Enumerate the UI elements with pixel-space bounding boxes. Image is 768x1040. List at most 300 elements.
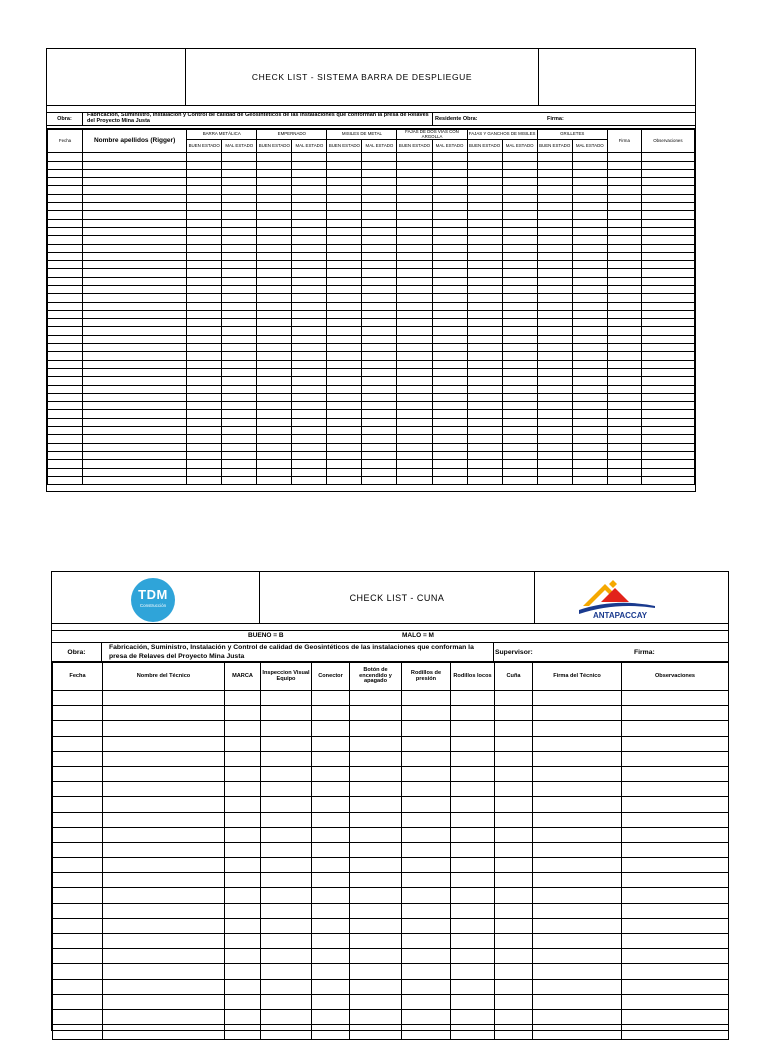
empty-cell[interactable]: [402, 949, 451, 964]
empty-cell[interactable]: [257, 443, 292, 451]
empty-cell[interactable]: [607, 335, 641, 343]
empty-cell[interactable]: [257, 451, 292, 459]
empty-cell[interactable]: [103, 706, 225, 721]
empty-cell[interactable]: [397, 269, 432, 277]
empty-cell[interactable]: [572, 227, 607, 235]
empty-cell[interactable]: [48, 402, 83, 410]
empty-cell[interactable]: [225, 979, 261, 994]
empty-cell[interactable]: [432, 335, 467, 343]
empty-cell[interactable]: [103, 691, 225, 706]
empty-cell[interactable]: [261, 964, 312, 979]
empty-cell[interactable]: [362, 294, 397, 302]
empty-cell[interactable]: [397, 435, 432, 443]
empty-cell[interactable]: [187, 194, 222, 202]
empty-cell[interactable]: [432, 294, 467, 302]
empty-cell[interactable]: [467, 178, 502, 186]
empty-cell[interactable]: [495, 903, 533, 918]
empty-cell[interactable]: [292, 402, 327, 410]
empty-cell[interactable]: [327, 194, 362, 202]
empty-cell[interactable]: [312, 934, 350, 949]
empty-cell[interactable]: [222, 227, 257, 235]
empty-cell[interactable]: [397, 277, 432, 285]
empty-cell[interactable]: [641, 310, 694, 318]
empty-cell[interactable]: [502, 236, 537, 244]
empty-cell[interactable]: [53, 782, 103, 797]
empty-cell[interactable]: [641, 393, 694, 401]
empty-cell[interactable]: [350, 812, 402, 827]
empty-cell[interactable]: [261, 858, 312, 873]
empty-cell[interactable]: [222, 194, 257, 202]
empty-cell[interactable]: [502, 161, 537, 169]
empty-cell[interactable]: [350, 888, 402, 903]
empty-cell[interactable]: [292, 410, 327, 418]
empty-cell[interactable]: [572, 335, 607, 343]
empty-cell[interactable]: [397, 418, 432, 426]
empty-cell[interactable]: [83, 236, 187, 244]
empty-cell[interactable]: [48, 294, 83, 302]
empty-cell[interactable]: [533, 812, 622, 827]
empty-cell[interactable]: [222, 169, 257, 177]
empty-cell[interactable]: [48, 161, 83, 169]
empty-cell[interactable]: [502, 418, 537, 426]
empty-cell[interactable]: [502, 427, 537, 435]
empty-cell[interactable]: [312, 1025, 350, 1040]
empty-cell[interactable]: [402, 1009, 451, 1024]
empty-cell[interactable]: [292, 261, 327, 269]
empty-cell[interactable]: [362, 327, 397, 335]
empty-cell[interactable]: [467, 368, 502, 376]
empty-cell[interactable]: [362, 368, 397, 376]
empty-cell[interactable]: [495, 949, 533, 964]
empty-cell[interactable]: [327, 310, 362, 318]
empty-cell[interactable]: [397, 186, 432, 194]
empty-cell[interactable]: [327, 319, 362, 327]
empty-cell[interactable]: [292, 418, 327, 426]
empty-cell[interactable]: [641, 435, 694, 443]
empty-cell[interactable]: [48, 211, 83, 219]
empty-cell[interactable]: [350, 827, 402, 842]
empty-cell[interactable]: [187, 203, 222, 211]
empty-cell[interactable]: [622, 934, 729, 949]
empty-cell[interactable]: [397, 161, 432, 169]
empty-cell[interactable]: [327, 227, 362, 235]
empty-cell[interactable]: [222, 252, 257, 260]
empty-cell[interactable]: [397, 385, 432, 393]
empty-cell[interactable]: [187, 219, 222, 227]
empty-cell[interactable]: [222, 427, 257, 435]
empty-cell[interactable]: [222, 319, 257, 327]
empty-cell[interactable]: [48, 443, 83, 451]
empty-cell[interactable]: [48, 344, 83, 352]
empty-cell[interactable]: [327, 236, 362, 244]
empty-cell[interactable]: [502, 277, 537, 285]
empty-cell[interactable]: [402, 736, 451, 751]
empty-cell[interactable]: [257, 219, 292, 227]
empty-cell[interactable]: [53, 691, 103, 706]
empty-cell[interactable]: [537, 194, 572, 202]
empty-cell[interactable]: [432, 360, 467, 368]
empty-cell[interactable]: [607, 169, 641, 177]
empty-cell[interactable]: [572, 410, 607, 418]
empty-cell[interactable]: [641, 302, 694, 310]
empty-cell[interactable]: [257, 252, 292, 260]
empty-cell[interactable]: [451, 706, 495, 721]
empty-cell[interactable]: [312, 766, 350, 781]
empty-cell[interactable]: [187, 476, 222, 484]
empty-cell[interactable]: [261, 812, 312, 827]
empty-cell[interactable]: [533, 721, 622, 736]
empty-cell[interactable]: [222, 219, 257, 227]
empty-cell[interactable]: [607, 468, 641, 476]
empty-cell[interactable]: [222, 344, 257, 352]
empty-cell[interactable]: [48, 277, 83, 285]
empty-cell[interactable]: [257, 385, 292, 393]
empty-cell[interactable]: [451, 1025, 495, 1040]
empty-cell[interactable]: [572, 327, 607, 335]
empty-cell[interactable]: [261, 1025, 312, 1040]
empty-cell[interactable]: [451, 964, 495, 979]
empty-cell[interactable]: [362, 236, 397, 244]
empty-cell[interactable]: [572, 418, 607, 426]
empty-cell[interactable]: [187, 335, 222, 343]
empty-cell[interactable]: [257, 277, 292, 285]
empty-cell[interactable]: [502, 227, 537, 235]
empty-cell[interactable]: [257, 286, 292, 294]
empty-cell[interactable]: [327, 211, 362, 219]
empty-cell[interactable]: [533, 994, 622, 1009]
empty-cell[interactable]: [467, 393, 502, 401]
empty-cell[interactable]: [467, 194, 502, 202]
empty-cell[interactable]: [397, 368, 432, 376]
empty-cell[interactable]: [187, 360, 222, 368]
empty-cell[interactable]: [83, 203, 187, 211]
empty-cell[interactable]: [222, 310, 257, 318]
empty-cell[interactable]: [48, 352, 83, 360]
empty-cell[interactable]: [257, 410, 292, 418]
empty-cell[interactable]: [607, 294, 641, 302]
empty-cell[interactable]: [327, 335, 362, 343]
empty-cell[interactable]: [187, 418, 222, 426]
empty-cell[interactable]: [467, 310, 502, 318]
empty-cell[interactable]: [572, 344, 607, 352]
empty-cell[interactable]: [48, 178, 83, 186]
empty-cell[interactable]: [607, 252, 641, 260]
empty-cell[interactable]: [607, 368, 641, 376]
empty-cell[interactable]: [53, 721, 103, 736]
empty-cell[interactable]: [572, 368, 607, 376]
empty-cell[interactable]: [537, 460, 572, 468]
empty-cell[interactable]: [187, 368, 222, 376]
empty-cell[interactable]: [222, 460, 257, 468]
empty-cell[interactable]: [327, 186, 362, 194]
empty-cell[interactable]: [495, 888, 533, 903]
empty-cell[interactable]: [432, 153, 467, 161]
empty-cell[interactable]: [537, 261, 572, 269]
empty-cell[interactable]: [187, 153, 222, 161]
empty-cell[interactable]: [187, 410, 222, 418]
empty-cell[interactable]: [641, 252, 694, 260]
empty-cell[interactable]: [187, 393, 222, 401]
empty-cell[interactable]: [83, 377, 187, 385]
empty-cell[interactable]: [641, 335, 694, 343]
empty-cell[interactable]: [533, 766, 622, 781]
empty-cell[interactable]: [572, 451, 607, 459]
empty-cell[interactable]: [327, 451, 362, 459]
empty-cell[interactable]: [83, 352, 187, 360]
empty-cell[interactable]: [312, 949, 350, 964]
empty-cell[interactable]: [502, 294, 537, 302]
empty-cell[interactable]: [83, 302, 187, 310]
empty-cell[interactable]: [187, 319, 222, 327]
empty-cell[interactable]: [83, 435, 187, 443]
empty-cell[interactable]: [350, 706, 402, 721]
empty-cell[interactable]: [327, 302, 362, 310]
empty-cell[interactable]: [537, 402, 572, 410]
empty-cell[interactable]: [533, 842, 622, 857]
empty-cell[interactable]: [362, 252, 397, 260]
empty-cell[interactable]: [622, 721, 729, 736]
empty-cell[interactable]: [467, 435, 502, 443]
empty-cell[interactable]: [572, 203, 607, 211]
empty-cell[interactable]: [48, 169, 83, 177]
empty-cell[interactable]: [432, 443, 467, 451]
empty-cell[interactable]: [225, 751, 261, 766]
empty-cell[interactable]: [362, 418, 397, 426]
empty-cell[interactable]: [572, 178, 607, 186]
empty-cell[interactable]: [362, 335, 397, 343]
empty-cell[interactable]: [432, 327, 467, 335]
empty-cell[interactable]: [533, 751, 622, 766]
empty-cell[interactable]: [350, 842, 402, 857]
empty-cell[interactable]: [502, 203, 537, 211]
empty-cell[interactable]: [607, 418, 641, 426]
empty-cell[interactable]: [362, 427, 397, 435]
empty-cell[interactable]: [622, 782, 729, 797]
empty-cell[interactable]: [222, 161, 257, 169]
empty-cell[interactable]: [257, 269, 292, 277]
empty-cell[interactable]: [502, 252, 537, 260]
empty-cell[interactable]: [432, 169, 467, 177]
empty-cell[interactable]: [451, 691, 495, 706]
empty-cell[interactable]: [432, 427, 467, 435]
empty-cell[interactable]: [502, 435, 537, 443]
empty-cell[interactable]: [402, 691, 451, 706]
empty-cell[interactable]: [292, 227, 327, 235]
empty-cell[interactable]: [312, 994, 350, 1009]
empty-cell[interactable]: [622, 888, 729, 903]
empty-cell[interactable]: [641, 277, 694, 285]
empty-cell[interactable]: [261, 918, 312, 933]
empty-cell[interactable]: [467, 294, 502, 302]
empty-cell[interactable]: [292, 377, 327, 385]
empty-cell[interactable]: [502, 402, 537, 410]
empty-cell[interactable]: [432, 468, 467, 476]
empty-cell[interactable]: [537, 269, 572, 277]
empty-cell[interactable]: [467, 244, 502, 252]
empty-cell[interactable]: [312, 858, 350, 873]
empty-cell[interactable]: [495, 1025, 533, 1040]
empty-cell[interactable]: [292, 435, 327, 443]
empty-cell[interactable]: [607, 261, 641, 269]
empty-cell[interactable]: [622, 903, 729, 918]
empty-cell[interactable]: [327, 344, 362, 352]
empty-cell[interactable]: [641, 402, 694, 410]
empty-cell[interactable]: [641, 344, 694, 352]
empty-cell[interactable]: [261, 797, 312, 812]
empty-cell[interactable]: [257, 153, 292, 161]
empty-cell[interactable]: [48, 418, 83, 426]
empty-cell[interactable]: [533, 827, 622, 842]
empty-cell[interactable]: [502, 385, 537, 393]
empty-cell[interactable]: [607, 393, 641, 401]
empty-cell[interactable]: [350, 949, 402, 964]
empty-cell[interactable]: [83, 476, 187, 484]
empty-cell[interactable]: [641, 244, 694, 252]
empty-cell[interactable]: [402, 873, 451, 888]
empty-cell[interactable]: [397, 227, 432, 235]
empty-cell[interactable]: [467, 186, 502, 194]
empty-cell[interactable]: [187, 244, 222, 252]
empty-cell[interactable]: [83, 310, 187, 318]
empty-cell[interactable]: [607, 302, 641, 310]
empty-cell[interactable]: [533, 888, 622, 903]
empty-cell[interactable]: [432, 203, 467, 211]
empty-cell[interactable]: [397, 211, 432, 219]
empty-cell[interactable]: [257, 418, 292, 426]
empty-cell[interactable]: [48, 460, 83, 468]
empty-cell[interactable]: [327, 402, 362, 410]
empty-cell[interactable]: [222, 327, 257, 335]
empty-cell[interactable]: [261, 1009, 312, 1024]
empty-cell[interactable]: [257, 427, 292, 435]
empty-cell[interactable]: [533, 858, 622, 873]
empty-cell[interactable]: [187, 294, 222, 302]
empty-cell[interactable]: [537, 319, 572, 327]
empty-cell[interactable]: [48, 286, 83, 294]
empty-cell[interactable]: [83, 344, 187, 352]
empty-cell[interactable]: [537, 169, 572, 177]
empty-cell[interactable]: [48, 335, 83, 343]
empty-cell[interactable]: [257, 435, 292, 443]
empty-cell[interactable]: [83, 360, 187, 368]
empty-cell[interactable]: [222, 236, 257, 244]
empty-cell[interactable]: [350, 903, 402, 918]
empty-cell[interactable]: [397, 360, 432, 368]
empty-cell[interactable]: [432, 219, 467, 227]
empty-cell[interactable]: [641, 385, 694, 393]
empty-cell[interactable]: [261, 903, 312, 918]
empty-cell[interactable]: [83, 468, 187, 476]
empty-cell[interactable]: [502, 310, 537, 318]
empty-cell[interactable]: [103, 994, 225, 1009]
empty-cell[interactable]: [495, 782, 533, 797]
empty-cell[interactable]: [327, 327, 362, 335]
empty-cell[interactable]: [187, 286, 222, 294]
empty-cell[interactable]: [402, 706, 451, 721]
empty-cell[interactable]: [362, 169, 397, 177]
empty-cell[interactable]: [622, 812, 729, 827]
empty-cell[interactable]: [432, 236, 467, 244]
empty-cell[interactable]: [222, 286, 257, 294]
empty-cell[interactable]: [607, 352, 641, 360]
empty-cell[interactable]: [641, 194, 694, 202]
empty-cell[interactable]: [292, 244, 327, 252]
empty-cell[interactable]: [495, 979, 533, 994]
empty-cell[interactable]: [502, 261, 537, 269]
empty-cell[interactable]: [187, 252, 222, 260]
empty-cell[interactable]: [607, 344, 641, 352]
empty-cell[interactable]: [350, 797, 402, 812]
empty-cell[interactable]: [607, 310, 641, 318]
empty-cell[interactable]: [225, 721, 261, 736]
empty-cell[interactable]: [622, 858, 729, 873]
empty-cell[interactable]: [222, 393, 257, 401]
empty-cell[interactable]: [533, 873, 622, 888]
empty-cell[interactable]: [467, 427, 502, 435]
empty-cell[interactable]: [432, 402, 467, 410]
empty-cell[interactable]: [467, 377, 502, 385]
empty-cell[interactable]: [103, 858, 225, 873]
empty-cell[interactable]: [187, 427, 222, 435]
empty-cell[interactable]: [467, 476, 502, 484]
empty-cell[interactable]: [312, 812, 350, 827]
empty-cell[interactable]: [402, 842, 451, 857]
empty-cell[interactable]: [187, 460, 222, 468]
empty-cell[interactable]: [495, 721, 533, 736]
empty-cell[interactable]: [533, 903, 622, 918]
empty-cell[interactable]: [622, 736, 729, 751]
empty-cell[interactable]: [48, 435, 83, 443]
empty-cell[interactable]: [327, 468, 362, 476]
empty-cell[interactable]: [451, 994, 495, 1009]
empty-cell[interactable]: [327, 427, 362, 435]
empty-cell[interactable]: [222, 269, 257, 277]
empty-cell[interactable]: [432, 277, 467, 285]
empty-cell[interactable]: [48, 203, 83, 211]
empty-cell[interactable]: [572, 360, 607, 368]
empty-cell[interactable]: [222, 377, 257, 385]
empty-cell[interactable]: [432, 451, 467, 459]
empty-cell[interactable]: [641, 161, 694, 169]
empty-cell[interactable]: [103, 736, 225, 751]
empty-cell[interactable]: [222, 153, 257, 161]
empty-cell[interactable]: [222, 277, 257, 285]
empty-cell[interactable]: [607, 319, 641, 327]
empty-cell[interactable]: [261, 842, 312, 857]
empty-cell[interactable]: [225, 691, 261, 706]
empty-cell[interactable]: [397, 261, 432, 269]
empty-cell[interactable]: [261, 934, 312, 949]
empty-cell[interactable]: [572, 402, 607, 410]
empty-cell[interactable]: [83, 319, 187, 327]
empty-cell[interactable]: [467, 360, 502, 368]
empty-cell[interactable]: [327, 161, 362, 169]
empty-cell[interactable]: [537, 352, 572, 360]
empty-cell[interactable]: [402, 964, 451, 979]
empty-cell[interactable]: [467, 203, 502, 211]
empty-cell[interactable]: [257, 236, 292, 244]
empty-cell[interactable]: [257, 319, 292, 327]
empty-cell[interactable]: [327, 169, 362, 177]
empty-cell[interactable]: [362, 186, 397, 194]
empty-cell[interactable]: [83, 186, 187, 194]
empty-cell[interactable]: [350, 1025, 402, 1040]
empty-cell[interactable]: [397, 476, 432, 484]
empty-cell[interactable]: [222, 186, 257, 194]
empty-cell[interactable]: [607, 435, 641, 443]
empty-cell[interactable]: [222, 360, 257, 368]
empty-cell[interactable]: [397, 319, 432, 327]
